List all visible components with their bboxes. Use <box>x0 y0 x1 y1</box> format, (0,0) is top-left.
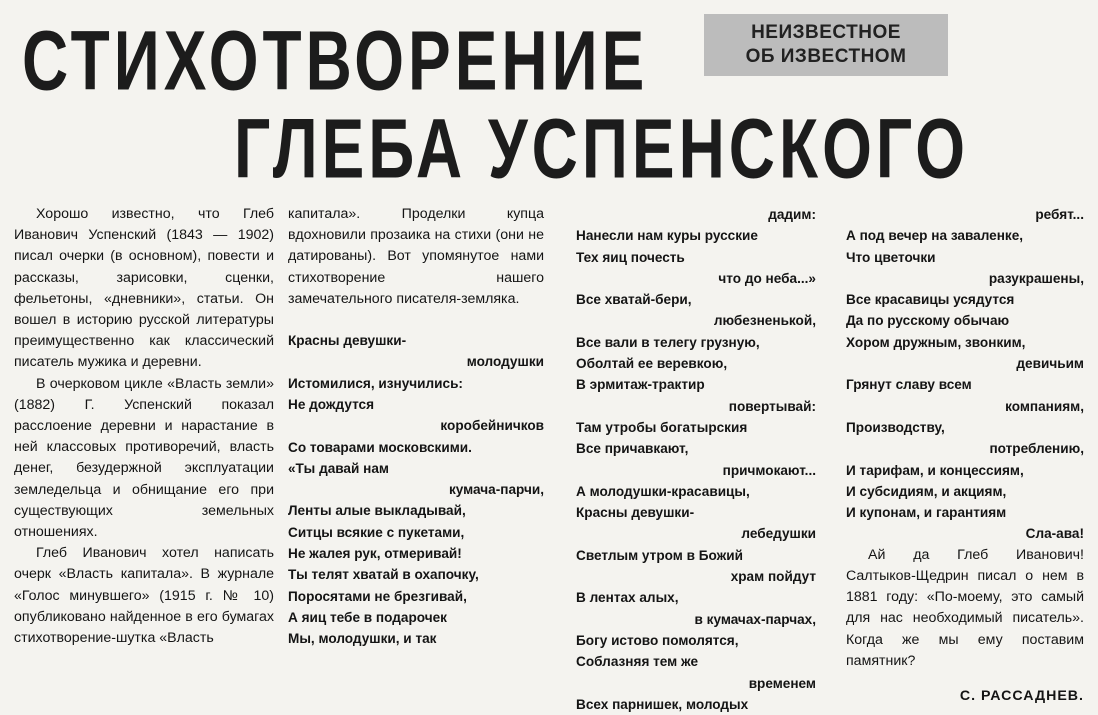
poem-line: Что цветочки <box>846 249 936 265</box>
poem-line: Оболтай ее веревкою, <box>576 356 728 372</box>
poem-line: Красны девушки- <box>576 505 695 521</box>
poem-line: любезненькой, <box>713 313 816 329</box>
poem-line: Всех парнишек, молодых <box>576 696 749 712</box>
headline-line-2: ГЛЕБА УСПЕНСКОГО <box>234 100 970 196</box>
poem-line: потреблению, <box>989 441 1084 457</box>
poem-line: Все вали в телегу грузную, <box>576 334 760 350</box>
poem-line: И субсидиям, и акциям, <box>846 483 1007 499</box>
poem-line: коробейничков <box>440 418 544 434</box>
poem-line: Ты телят хватай в охапочку, <box>288 567 479 583</box>
poem-line: ребят... <box>1035 207 1084 222</box>
poem-line: А молодушки-красавицы, <box>576 483 750 499</box>
poem-line: Производству, <box>846 419 945 435</box>
article-column-3 <box>576 204 816 715</box>
poem-line: Со товарами московскими. <box>288 439 472 455</box>
afterword-paragraph: Ай да Глеб Иванович! Салтыков-Щедрин писал о нем в 1881 году: «По-моему, это самый для нас необходимый писатель». Когда же мы ему поставим памятник? <box>846 546 1084 669</box>
poem-line: А яиц тебе в подарочек <box>288 609 447 625</box>
rubric-badge <box>704 14 948 76</box>
rubric-line: ОБ ИЗВЕСТНОМ <box>745 46 907 67</box>
poem-line: лебедушки <box>741 526 816 542</box>
poem-line: временем <box>748 675 816 691</box>
prose-paragraph: Хорошо известно, что Глеб Иванович Успенский (1843 — 1902) писал очерки (в основном), повести и рассказы, зарисовки, сценки, фельетоны, «дневники», статьи. Он вошел в историю русской литературы преимущественно как классический писатель мужика и деревни. <box>14 206 274 371</box>
poem-line: «Ты давай нам <box>288 460 389 476</box>
poem-block <box>846 204 1084 545</box>
poem-line: Нанесли нам куры русские <box>576 228 758 244</box>
poem-line: В эрмитаж-трактир <box>576 377 705 393</box>
headline-line-1: СТИХОТВОРЕНИЕ <box>22 12 649 108</box>
poem-block <box>576 204 816 715</box>
poem-line: Красны девушки- <box>288 333 407 349</box>
poem-line: А под вечер на заваленке, <box>846 228 1024 244</box>
prose-paragraph: В очерковом цикле «Власть земли» (1882) Г. Успенский показал расслоение деревни и нарастание в ней классовых противоречий, власть денег, безудержной эксплуатации земледельца и обнищание его при существующих земельных отношениях. <box>14 375 274 541</box>
poem-line: что до неба...» <box>718 270 816 286</box>
poem-line: Ленты алые выкладывай, <box>288 503 466 519</box>
poem-line: Светлым утром в Божий <box>576 547 743 563</box>
poem-line: Тех яиц почесть <box>576 249 685 265</box>
rubric-line: НЕИЗВЕСТНОЕ <box>751 22 901 43</box>
poem-line: Ситцы всякие с пукетами, <box>288 524 465 540</box>
poem-line: И тарифам, и концессиям, <box>846 462 1024 478</box>
poem-line: храм пойдут <box>730 569 816 585</box>
author-signature: С. РАССАДНЕВ. <box>959 687 1084 704</box>
poem-line: Грянут славу всем <box>846 377 972 393</box>
poem-line: Истомилися, изнучились: <box>288 375 463 391</box>
poem-line: Хором дружным, звонким, <box>846 334 1026 350</box>
poem-block <box>288 330 544 649</box>
poem-line: Все причавкают, <box>576 441 689 457</box>
poem-line: В лентах алых, <box>576 590 679 606</box>
poem-line: девичьим <box>1016 356 1084 372</box>
poem-line: повертывай: <box>728 398 816 414</box>
poem-line: в кумачах-парчах, <box>694 611 816 627</box>
poem-line: Мы, молодушки, и так <box>288 631 437 647</box>
poem-line: Там утробы богатырския <box>576 419 748 435</box>
poem-line: Все красавицы усядутся <box>846 292 1015 308</box>
poem-line: дадим: <box>768 207 816 222</box>
article-column-4 <box>846 204 1084 707</box>
prose-continuation: капитала». Проделки купца вдохновили прозаика на стихи (они не датированы). Вот упомянутое нами стихотворение нашего замечательного писателя-земляка. <box>288 206 544 307</box>
article-column-2 <box>288 204 544 649</box>
poem-line: причмокают... <box>722 462 816 478</box>
poem-line: Богу истово помолятся, <box>576 632 739 648</box>
poem-line: И купонам, и гарантиям <box>846 505 1007 521</box>
article-column-1 <box>14 204 274 649</box>
poem-line: компаниям, <box>1005 398 1084 414</box>
poem-line: Да по русскому обычаю <box>846 313 1010 329</box>
poem-line: Сла-ава! <box>1025 526 1084 542</box>
poem-line: Не жалея рук, отмеривай! <box>288 545 462 561</box>
prose-paragraph: Глеб Иванович хотел написать очерк «Власть капитала». В журнале «Голос минувшего» (1915 г. № 10) опубликовано найденное в его бумагах стихотворение-шутка «Власть <box>14 545 274 647</box>
poem-line: Все хватай-бери, <box>576 292 692 308</box>
poem-line: Соблазняя тем же <box>576 654 699 670</box>
poem-line: Поросятами не брезгивай, <box>288 588 467 604</box>
poem-line: Не дождутся <box>288 396 375 412</box>
poem-line: разукрашены, <box>988 270 1084 286</box>
poem-line: кумача-парчи, <box>448 482 544 498</box>
poem-line: молодушки <box>466 354 544 370</box>
